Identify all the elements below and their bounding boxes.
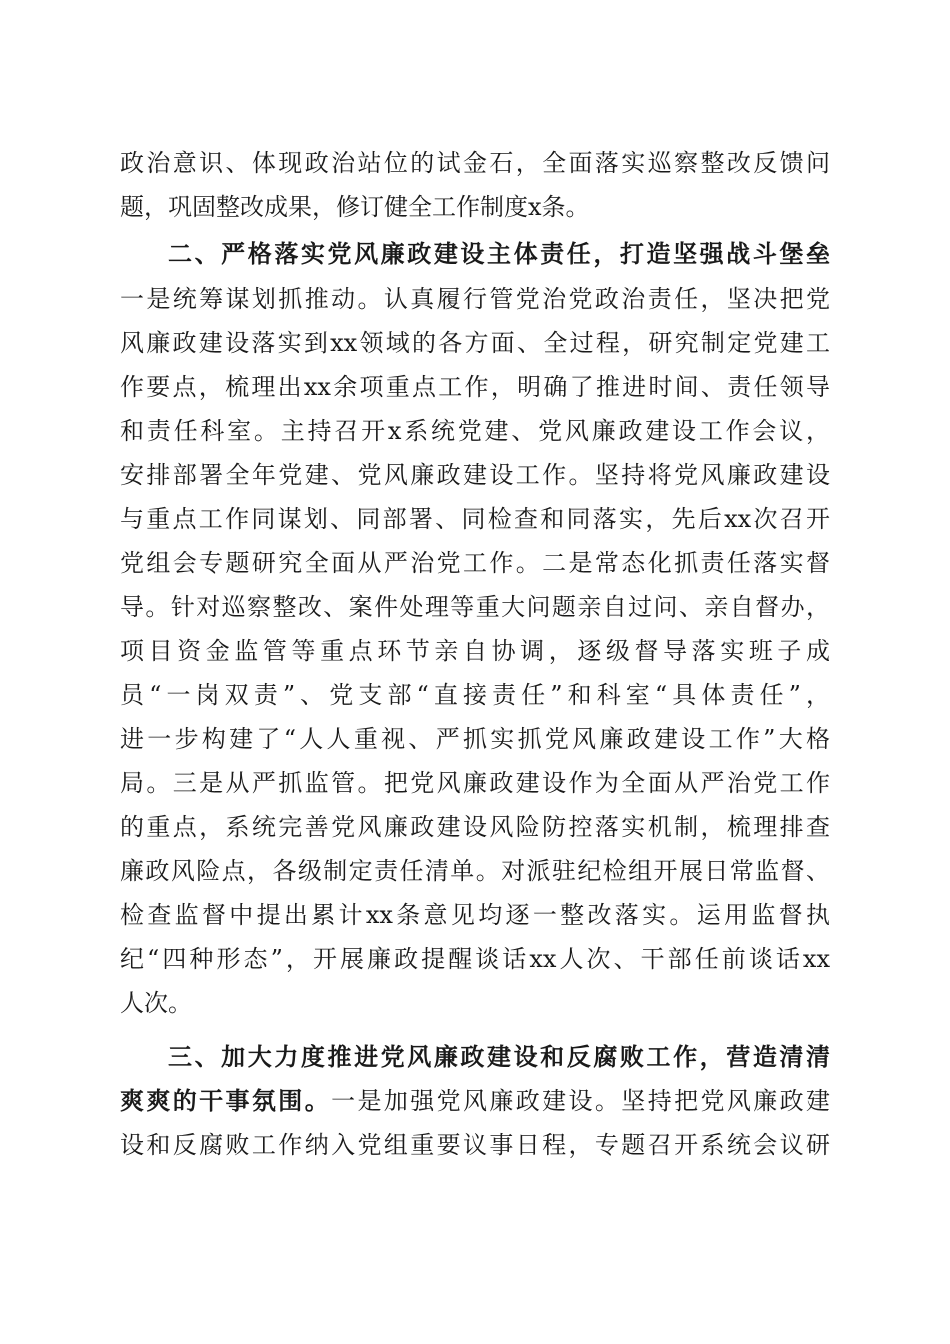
text-line: 人次。 xyxy=(120,989,192,1017)
text-line: 与重点工作同谋划、同部署、同检查和同落实，先后xx次召开 xyxy=(120,505,830,533)
text-line: 纪“四种形态”，开展廉政提醒谈话xx人次、干部任前谈话xx xyxy=(120,945,830,973)
section-heading-3: 三、加大力度推进党风廉政建设和反腐败工作，营造清清 xyxy=(168,1043,830,1071)
text-line: 风廉政建设落实到xx领域的各方面、全过程，研究制定党建工 xyxy=(120,329,830,357)
text-line: 党组会专题研究全面从严治党工作。二是常态化抓责任落实督 xyxy=(120,549,830,577)
text-line: 的重点，系统完善党风廉政建设风险防控落实机制，梳理排查 xyxy=(120,813,830,841)
text-line: 题，巩固整改成果，修订健全工作制度x条。 xyxy=(120,193,590,221)
text-line: 检查监督中提出累计xx条意见均逐一整改落实。运用监督执 xyxy=(120,901,830,929)
section-heading-2: 二、严格落实党风廉政建设主体责任，打造坚强战斗堡垒 xyxy=(168,240,830,268)
text-line: 导。针对巡察整改、案件处理等重大问题亲自过问、亲自督办， xyxy=(120,593,830,621)
text-line: 进一步构建了“人人重视、严抓实抓党风廉政建设工作”大格 xyxy=(120,725,830,753)
text-line: 和责任科室。主持召开x系统党建、党风廉政建设工作会议， xyxy=(120,417,830,445)
text-line: 员“一岗双责”、党支部“直接责任”和科室“具体责任”， xyxy=(120,681,830,709)
text-line: 设和反腐败工作纳入党组重要议事日程，专题召开系统会议研 xyxy=(120,1131,830,1159)
section-heading-3-continuation: 爽爽的干事氛围。 xyxy=(120,1087,332,1115)
text-line: 局。三是从严抓监管。把党风廉政建设作为全面从严治党工作 xyxy=(120,769,830,797)
text-line: 安排部署全年党建、党风廉政建设工作。坚持将党风廉政建设 xyxy=(120,461,830,489)
text-segment: 一是加强党风廉政建设。坚持把党风廉政建 xyxy=(331,1087,830,1115)
text-line: 廉政风险点，各级制定责任清单。对派驻纪检组开展日常监督、 xyxy=(120,857,830,885)
text-line: 政治意识、体现政治站位的试金石，全面落实巡察整改反馈问 xyxy=(120,149,830,177)
text-line: 一是统筹谋划抓推动。认真履行管党治党政治责任，坚决把党 xyxy=(120,285,830,313)
text-line: 作要点，梳理出xx余项重点工作，明确了推进时间、责任领导 xyxy=(120,373,830,401)
text-line-mixed xyxy=(120,1079,830,1123)
text-line: 项目资金监管等重点环节亲自协调，逐级督导落实班子成 xyxy=(120,637,830,665)
